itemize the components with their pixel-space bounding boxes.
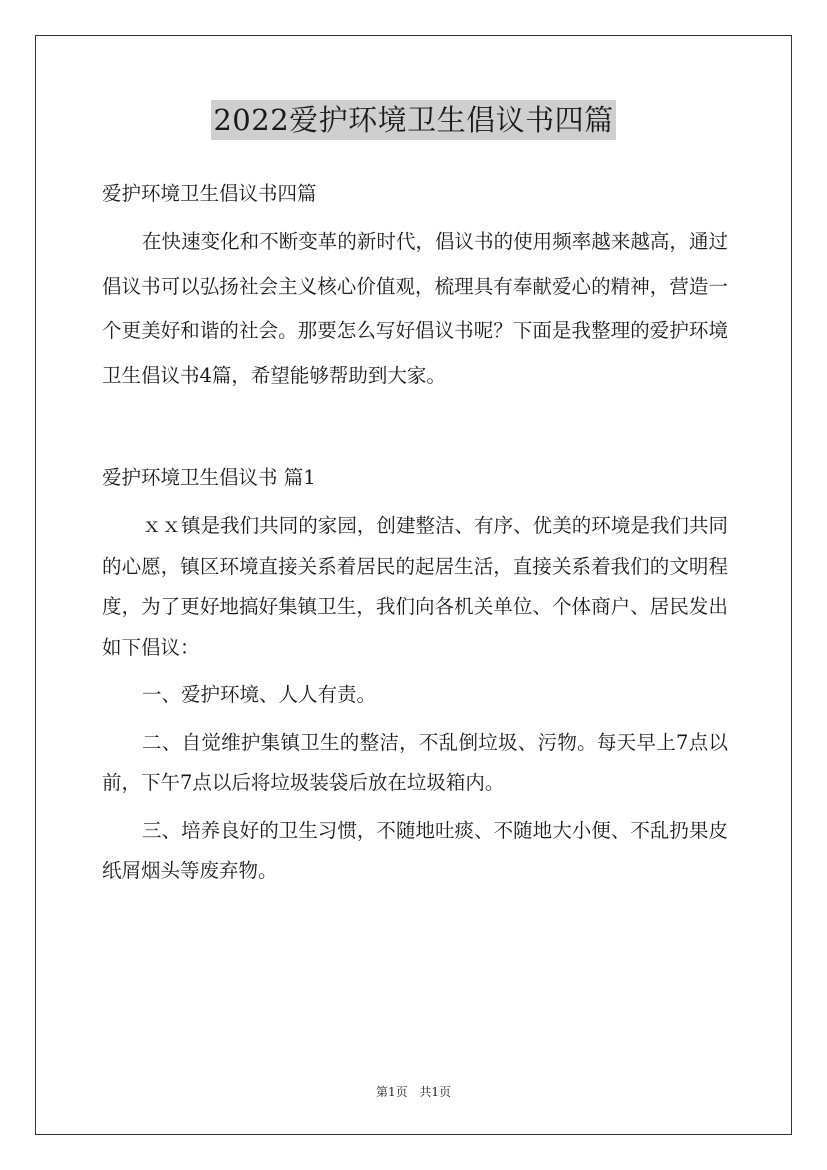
intro-paragraph: 在快速变化和不断变革的新时代，倡议书的使用频率越来越高，通过倡议书可以弘扬社会主义核心价值观，梳理具有奉献爱心的精神，营造一个更美好和谐的社会。那要怎么写好倡议书呢？下面是我整理的爱护环境卫生倡议书4篇，希望能够帮助到大家。 — [102, 230, 728, 387]
document-title: 2022爱护环境卫生倡议书四篇 — [211, 100, 615, 140]
page-total: 共1页 — [419, 1085, 452, 1099]
section-paragraph: 一、爱护环境、人人有责。 — [142, 683, 377, 706]
document-subtitle: 爱护环境卫生倡议书四篇 — [102, 182, 317, 205]
title-container — [0, 100, 827, 140]
section-heading: 爱护环境卫生倡议书 篇1 — [102, 466, 316, 489]
section-paragraph: 三、培养良好的卫生习惯，不随地吐痰、不随地大小便、不乱扔果皮纸屑烟头等废弃物。 — [102, 818, 728, 882]
section-paragraph: ｘｘ镇是我们共同的家园，创建整洁、有序、优美的环境是我们共同的心愿，镇区环境直接关系着居民的起居生活，直接关系着我们的文明程度，为了更好地搞好集镇卫生，我们向各机关单位、个体商户、居民发出如下倡议： — [102, 514, 728, 659]
section-paragraph: 二、自觉维护集镇卫生的整洁，不乱倒垃圾、污物。每天早上7点以前，下午7点以后将垃圾装袋后放在垃圾箱内。 — [102, 730, 728, 794]
document-body — [102, 174, 728, 899]
section-body — [102, 506, 728, 892]
page-footer — [0, 1083, 827, 1100]
page-number: 第1页 — [375, 1085, 408, 1099]
